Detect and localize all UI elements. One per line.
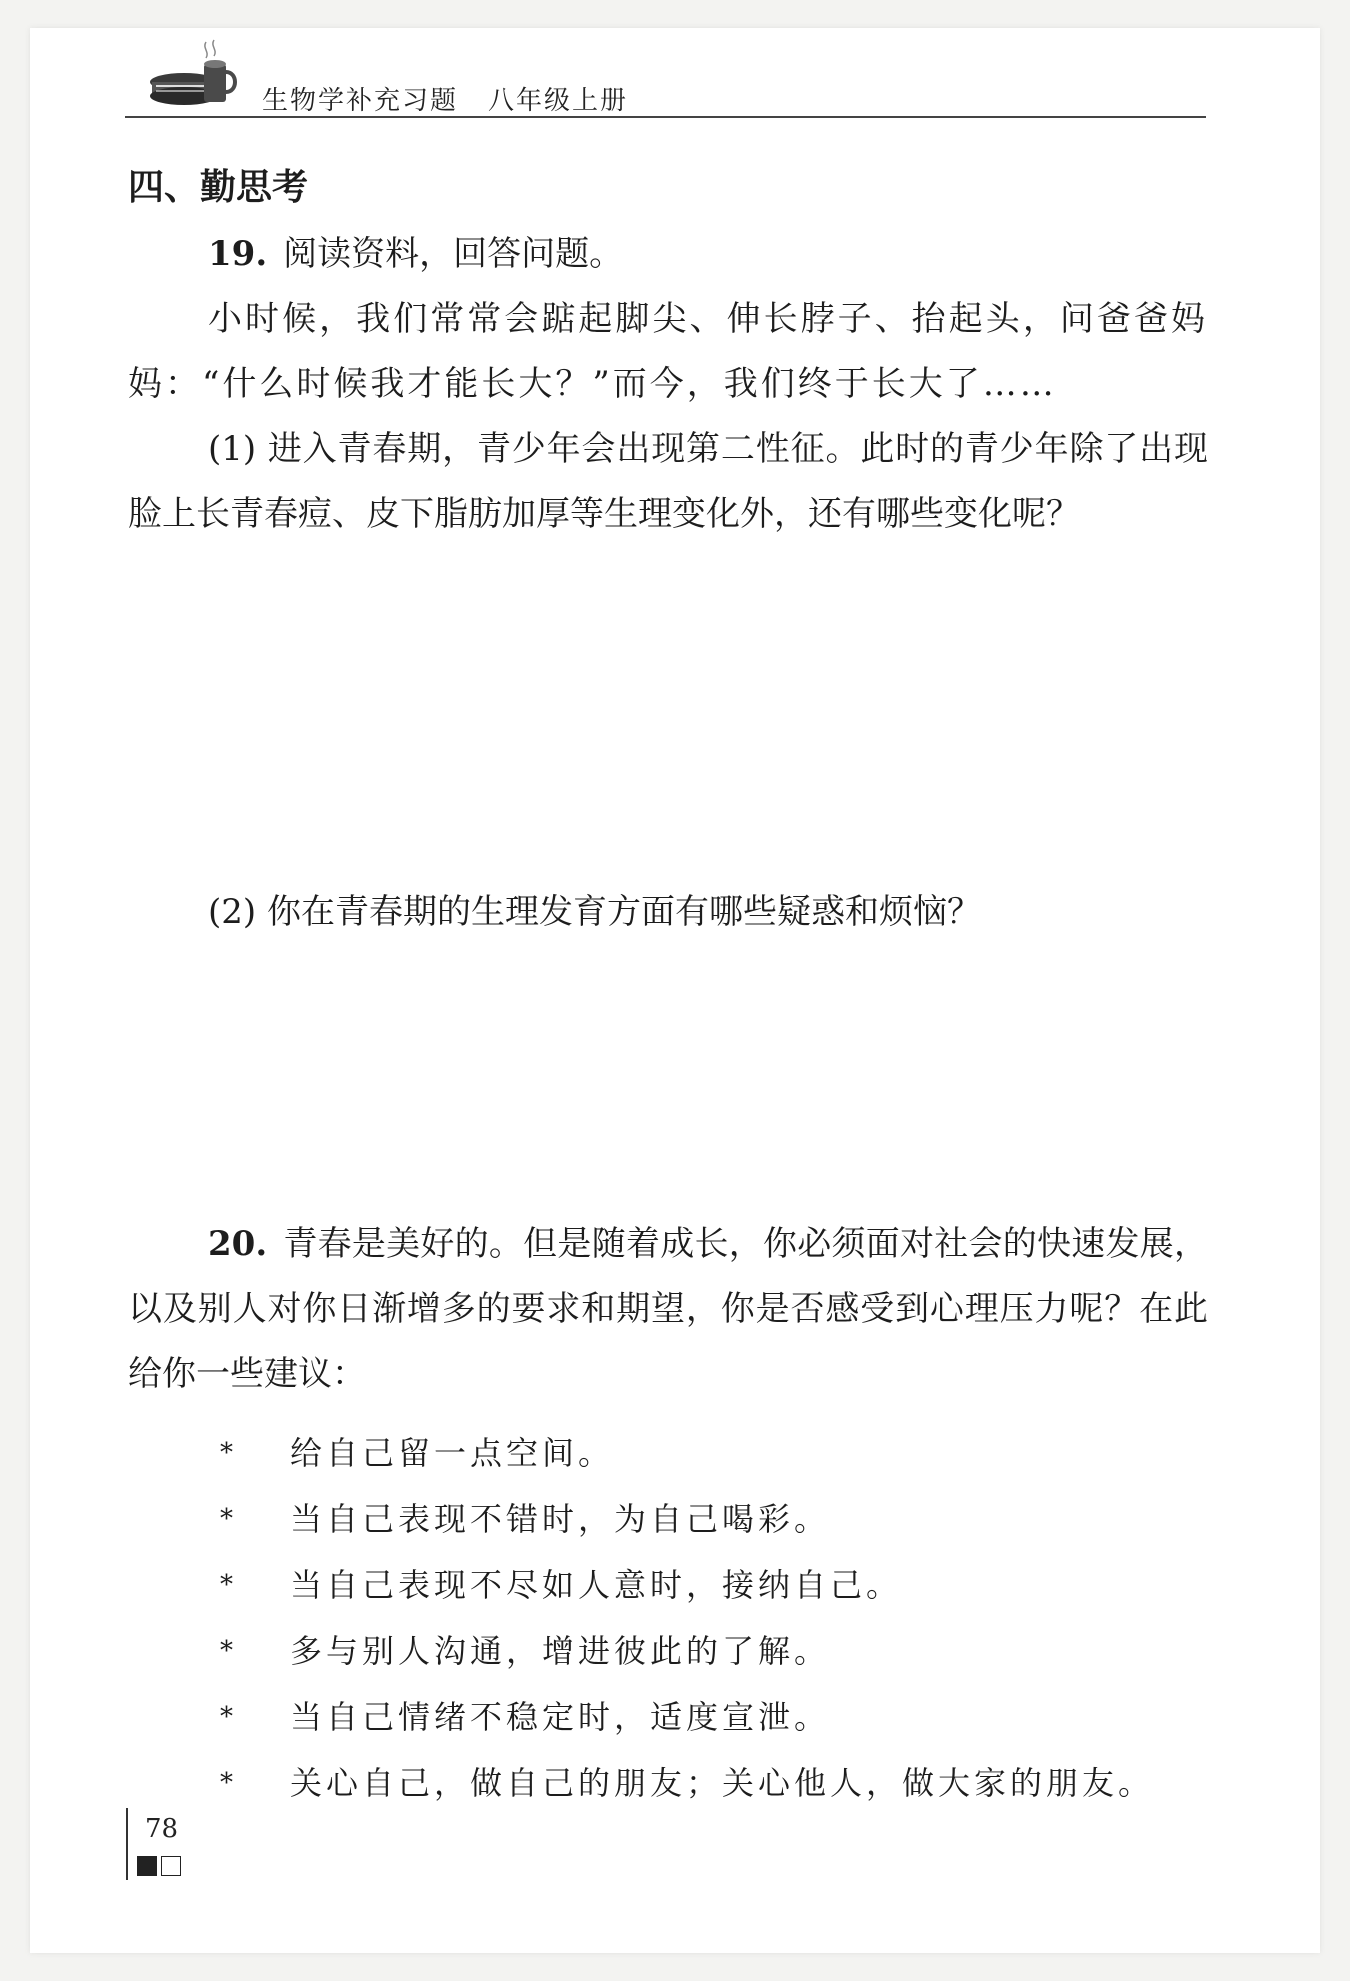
list-item: * 当自己表现不错时，为自己喝彩。 [210, 1486, 1210, 1552]
question-19 [128, 222, 1208, 547]
book-grade: 八年级上册 [488, 86, 629, 116]
question-20-text: 20. 青春是美好的。但是随着成长，你必须面对社会的快速发展，以及别人对你日渐增多的要求和期望，你是否感受到心理压力呢？在此给你一些建议： [128, 1224, 1208, 1394]
question-19-sub2-block [128, 880, 1208, 945]
book-title: 生物学补充习题 [262, 86, 459, 116]
question-number: 19. [208, 234, 268, 274]
suggestion-list [210, 1420, 1210, 1816]
bullet-star: * [220, 1570, 237, 1600]
section-title: 四、勤思考 [128, 167, 309, 208]
books-and-mug-icon [148, 34, 240, 114]
list-item: * 当自己表现不尽如人意时，接纳自己。 [210, 1552, 1210, 1618]
question-20 [128, 1212, 1208, 1407]
list-item: * 给自己留一点空间。 [210, 1420, 1210, 1486]
bullet-star: * [220, 1768, 237, 1798]
bullet-star: * [220, 1702, 237, 1732]
question-19-passage: 小时候，我们常常会踮起脚尖、伸长脖子、抬起头，问爸爸妈妈：“什么时候我才能长大？”而今，我们终于长大了…… [128, 299, 1208, 404]
list-item: * 多与别人沟通，增进彼此的了解。 [210, 1618, 1210, 1684]
question-19-sub2: (2) 你在青春期的生理发育方面有哪些疑惑和烦恼？ [208, 892, 981, 932]
question-number: 20. [208, 1224, 268, 1264]
header-title [262, 80, 628, 117]
bullet-star: * [220, 1438, 237, 1468]
bullet-star: * [220, 1504, 237, 1534]
page-number-rule [126, 1808, 128, 1880]
page-number: 78 [145, 1814, 179, 1844]
empty-square-icon [161, 1856, 181, 1876]
list-item: * 关心自己，做自己的朋友；关心他人，做大家的朋友。 [210, 1750, 1210, 1816]
question-19-prompt: 19. 阅读资料，回答问题。 [208, 234, 624, 274]
question-19-sub1: (1) 进入青春期，青少年会出现第二性征。此时的青少年除了出现脸上长青春痘、皮下脂肪加厚等生理变化外，还有哪些变化呢？ [128, 429, 1208, 534]
header-divider [125, 116, 1206, 118]
bullet-star: * [220, 1636, 237, 1666]
filled-square-icon [137, 1856, 157, 1876]
list-item: * 当自己情绪不稳定时，适度宣泄。 [210, 1684, 1210, 1750]
